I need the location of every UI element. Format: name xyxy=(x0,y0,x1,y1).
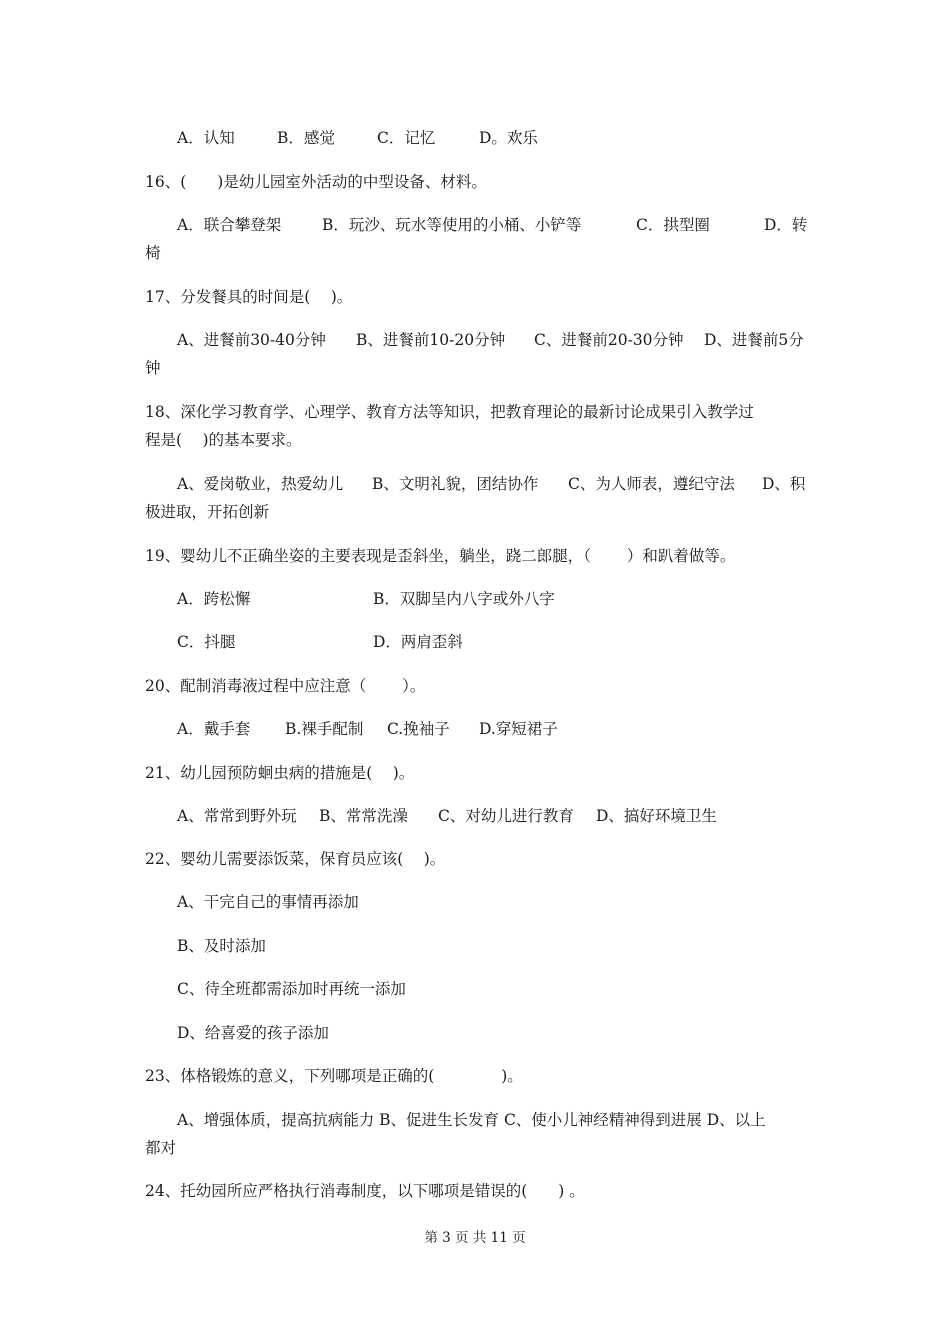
q18-options-continued: 极进取，开拓创新 xyxy=(145,503,270,521)
q23-stem: 23、体格锻炼的意义，下列哪项是正确的( )。 xyxy=(145,1067,523,1085)
q21-stem: 21、幼儿园预防蛔虫病的措施是( )。 xyxy=(145,764,415,782)
q18-stem-line2: 程是( )的基本要求。 xyxy=(145,431,302,449)
page-footer: 第 3 页 共 11 页 xyxy=(424,1230,526,1246)
q16-option-c: C．拱型圈 xyxy=(636,216,710,234)
q18-option-c: C、为人师表，遵纪守法 xyxy=(568,475,735,493)
q18-option-b: B、文明礼貌，团结协作 xyxy=(372,475,539,493)
q16-option-a: A．联合攀登架 xyxy=(177,216,282,234)
q17-options-continued: 钟 xyxy=(145,359,161,377)
q20-option-d: D.穿短裙子 xyxy=(479,720,558,738)
q16-stem: 16、( )是幼儿园室外活动的中型设备、材料。 xyxy=(145,173,487,191)
q16-option-b: B．玩沙、玩水等使用的小桶、小铲等 xyxy=(322,216,582,234)
q23-options-line1: A、增强体质，提高抗病能力 B、促进生长发育 C、使小儿神经精神得到进展 D、以上 xyxy=(177,1111,766,1129)
q17-option-a: A、进餐前30-40分钟 xyxy=(177,331,326,349)
q15-option-b: B．感觉 xyxy=(277,129,335,147)
q19-stem: 19、婴幼儿不正确坐姿的主要表现是歪斜坐，躺坐，跷二郎腿，（ ）和趴着做等。 xyxy=(145,547,736,565)
q19-option-c: C．抖腿 xyxy=(177,633,236,651)
q18-option-d: D、积 xyxy=(762,475,806,493)
q21-option-c: C、对幼儿进行教育 xyxy=(438,807,574,825)
q19-option-b: B．双脚呈内八字或外八字 xyxy=(373,590,555,608)
q18-option-a: A、爱岗敬业，热爱幼儿 xyxy=(177,475,344,493)
q21-option-d: D、搞好环境卫生 xyxy=(596,807,717,825)
q18-stem-line1: 18、深化学习教育学、心理学、教育方法等知识，把教育理论的最新讨论成果引入教学过 xyxy=(145,403,754,421)
q19-option-a: A．跨松懈 xyxy=(177,590,251,608)
q15-option-c: C．记忆 xyxy=(377,129,436,147)
q21-option-a: A、常常到野外玩 xyxy=(177,807,297,825)
q24-stem: 24、托幼园所应严格执行消毒制度，以下哪项是错误的( ) 。 xyxy=(145,1182,585,1200)
q20-option-c: C.挽袖子 xyxy=(387,720,450,738)
q22-option-c: C、待全班都需添加时再统一添加 xyxy=(177,980,406,998)
q16-option-d: D．转 xyxy=(764,216,808,234)
q23-options-line2: 都对 xyxy=(145,1139,177,1157)
q16-options-continued: 椅 xyxy=(145,244,161,262)
q21-option-b: B、常常洗澡 xyxy=(319,807,408,825)
q17-option-c: C、进餐前20-30分钟 xyxy=(534,331,684,349)
q20-option-a: A．戴手套 xyxy=(177,720,251,738)
q22-stem: 22、婴幼儿需要添饭菜，保育员应该( )。 xyxy=(145,850,446,868)
q17-option-d: D、进餐前5分 xyxy=(704,331,804,349)
q22-option-b: B、及时添加 xyxy=(177,937,266,955)
q22-option-d: D、给喜爱的孩子添加 xyxy=(177,1024,329,1042)
q17-stem: 17、分发餐具的时间是( )。 xyxy=(145,288,353,306)
q20-stem: 20、配制消毒液过程中应注意（ ）。 xyxy=(145,677,426,695)
q22-option-a: A、干完自己的事情再添加 xyxy=(177,893,359,911)
q19-option-d: D．两肩歪斜 xyxy=(373,633,463,651)
q20-option-b: B.裸手配制 xyxy=(285,720,364,738)
q17-option-b: B、进餐前10-20分钟 xyxy=(356,331,506,349)
q15-option-d: D。欢乐 xyxy=(479,129,538,147)
q15-option-a: A．认知 xyxy=(177,129,235,147)
